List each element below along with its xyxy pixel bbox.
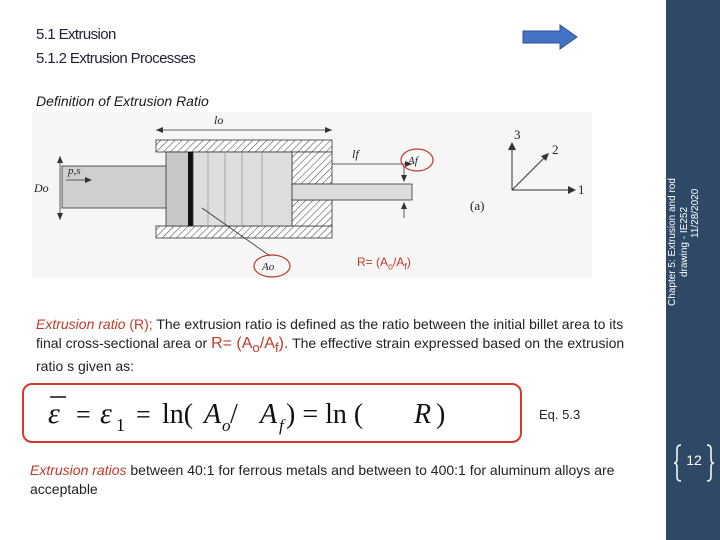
- ratio-range-paragraph: Extrusion ratios between 40:1 for ferrous metals and between to 400:1 for aluminum alloys are acceptable: [30, 462, 615, 497]
- svg-text:1: 1: [116, 415, 125, 435]
- svg-text:) = ln (: ) = ln (: [286, 399, 364, 430]
- svg-text:A: A: [260, 399, 278, 430]
- container-bottom-wall: [156, 226, 332, 238]
- equation-box: [22, 383, 522, 443]
- svg-text:/: /: [230, 399, 238, 430]
- ratio-formula: $R= (A_o/A_f)$.: [211, 335, 289, 356]
- equation-number: Eq. 5.3: [539, 407, 581, 422]
- svg-text:ln(: ln(: [162, 399, 194, 430]
- ratio-label: $R= (A_o/A_f)$: [357, 255, 411, 272]
- svg-text:): ): [436, 399, 446, 430]
- svg-text:ε: ε: [100, 397, 112, 430]
- label-af: Af: [408, 155, 418, 167]
- axis-1-label: 1: [578, 182, 585, 197]
- figure-caption: (a): [470, 198, 485, 213]
- svg-text:o: o: [222, 416, 231, 435]
- extrusion-diagram: [30, 108, 595, 280]
- svg-text:f: f: [279, 416, 284, 435]
- svg-text:=: =: [136, 400, 151, 429]
- die-lower: [292, 200, 332, 226]
- title-line-1: 5.1 Extrusion: [36, 26, 116, 43]
- svg-text:ε: ε: [48, 397, 60, 430]
- section-heading: Definition of Extrusion Ratio: [36, 93, 209, 109]
- svg-text:=: =: [76, 400, 91, 429]
- svg-text:A: A: [204, 399, 222, 430]
- title-line-2: 5.1.2 Extrusion Processes: [36, 50, 196, 67]
- axis-2-label: 2: [552, 142, 559, 157]
- axis-3-label: 3: [514, 127, 521, 142]
- right-arrow-icon[interactable]: [522, 24, 578, 50]
- container-top-wall: [156, 140, 332, 152]
- page-number: 12: [686, 452, 702, 468]
- label-lo: lo: [214, 113, 224, 127]
- dummy-block: [188, 152, 193, 226]
- term-extrusion-ratios: Extrusion ratios: [30, 462, 127, 478]
- definition-paragraph: Extrusion ratio (R); The extrusion ratio is defined as the ratio between the initial billet area to its final cross-sectional area or $R= (A_o/A_f)$. The effective strain expressed based on the extrusion ratio s given as:: [36, 316, 625, 375]
- svg-text:R: R: [414, 399, 432, 430]
- label-ao: Ao: [262, 261, 275, 273]
- chapter-footer: Chapter 5: Extrusion and rod drawing - IE252: [667, 178, 690, 306]
- label-pressure: p,s: [68, 165, 81, 177]
- extruded-product: [292, 184, 412, 200]
- label-lf: lf: [352, 147, 359, 161]
- die-upper: [292, 152, 332, 184]
- slide-date: 11/28/2020: [690, 188, 701, 238]
- label-do: Do: [34, 181, 49, 195]
- term-extrusion-ratio: Extrusion ratio: [36, 316, 126, 332]
- strain-equation: [24, 385, 520, 441]
